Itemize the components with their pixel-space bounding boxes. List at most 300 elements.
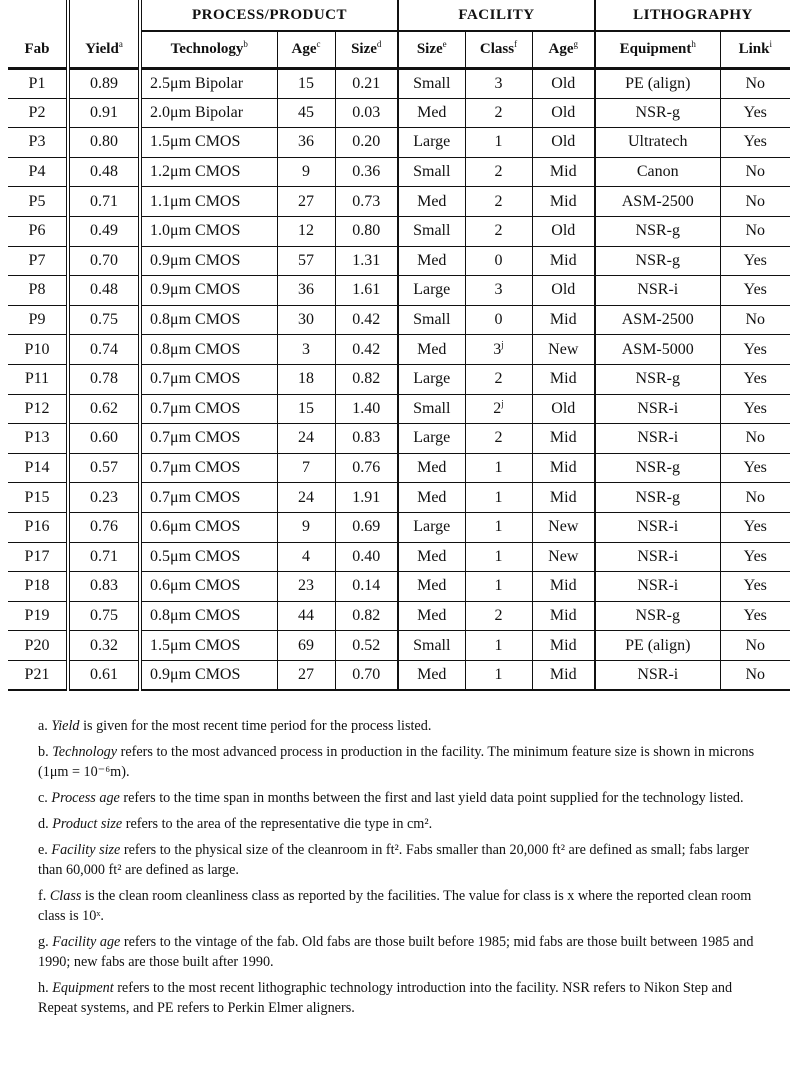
table-row: [8, 246, 790, 276]
link-cell: [720, 69, 790, 99]
equipment-cell-value: NSR-g: [635, 222, 680, 240]
technology-cell: [140, 424, 277, 454]
equipment-cell-value: ASM-2500: [621, 311, 694, 329]
class-cell-value: 0: [494, 251, 503, 269]
process-age-cell: [277, 187, 335, 217]
class-cell-value: 1: [494, 636, 503, 654]
facility-size-cell: [398, 631, 465, 661]
link-cell: [720, 601, 790, 631]
fab-cell-value: P10: [24, 340, 50, 358]
fab-cell: [8, 216, 68, 246]
facility-size-cell: [398, 601, 465, 631]
process-age-cell-value: 12: [298, 222, 314, 240]
class-cell-value: 1: [494, 665, 503, 683]
fab-cell-value: P3: [28, 133, 46, 151]
fab-cell-value: P13: [24, 429, 50, 447]
class-cell-value: 0: [494, 311, 503, 329]
class-cell-value: 3: [493, 340, 502, 358]
equipment-cell: [595, 453, 720, 483]
footnote: [38, 788, 768, 808]
facility-age-cell-value: Mid: [549, 459, 577, 477]
process-age-cell: [277, 453, 335, 483]
link-cell: [720, 335, 790, 365]
yield-cell: [68, 453, 140, 483]
equipment-cell-value: NSR-i: [637, 429, 679, 447]
equipment-cell: [595, 128, 720, 158]
equipment-cell: [595, 157, 720, 187]
product-size-cell-value: 0.36: [352, 163, 381, 181]
technology-cell-value: 0.7μm CMOS: [150, 459, 241, 477]
product-size-cell-value: 0.03: [352, 103, 381, 121]
equipment-cell: [595, 364, 720, 394]
facility-size-cell: [398, 394, 465, 424]
process-age-cell: [277, 601, 335, 631]
technology-cell-value: 2.0μm Bipolar: [150, 103, 244, 121]
group-blank-cell: [68, 0, 140, 31]
technology-cell: [140, 335, 277, 365]
process-age-cell-value: 24: [298, 429, 314, 447]
product-size-cell-value: 0.40: [352, 547, 381, 565]
facility-size-cell-value: Large: [413, 429, 451, 447]
product-size-cell: [335, 512, 398, 542]
yield-cell: [68, 187, 140, 217]
fab-cell: [8, 542, 68, 572]
technology-cell-value: 1.2μm CMOS: [150, 163, 241, 181]
process-age-cell-value: 69: [298, 636, 314, 654]
product-size-cell: [335, 364, 398, 394]
process-age-cell-value: 7: [302, 459, 310, 477]
facility-size-cell: [398, 453, 465, 483]
equipment-cell-value: NSR-i: [637, 577, 679, 595]
facility-age-cell: [532, 512, 595, 542]
link-cell: [720, 157, 790, 187]
facility-age-cell-value: Mid: [549, 192, 577, 210]
column-footnote-mark: g: [573, 39, 579, 49]
column-header-label: Class: [479, 41, 515, 57]
link-cell: [720, 394, 790, 424]
footnote-letter: b.: [38, 744, 49, 760]
fab-cell-value: P14: [24, 459, 50, 477]
process-age-cell: [277, 394, 335, 424]
table-row: [8, 660, 790, 690]
facility-age-cell: [532, 601, 595, 631]
facility-size-cell: [398, 69, 465, 99]
equipment-cell: [595, 216, 720, 246]
column-footnote-mark: a: [118, 38, 123, 49]
footnote: [38, 886, 768, 926]
equipment-cell: [595, 69, 720, 99]
facility-age-cell-value: Mid: [549, 636, 577, 654]
table-row: [8, 424, 790, 454]
fab-cell: [8, 246, 68, 276]
link-cell-value: No: [745, 311, 766, 329]
facility-age-cell: [532, 216, 595, 246]
column-header-label: Size: [416, 41, 443, 57]
facility-age-cell-value: New: [548, 340, 579, 358]
facility-size-cell: [398, 660, 465, 690]
equipment-cell: [595, 483, 720, 513]
column-header: [335, 31, 398, 69]
fab-cell: [8, 424, 68, 454]
class-cell: [465, 128, 532, 158]
facility-size-cell-value: Med: [417, 251, 447, 269]
column-footnote-mark: c: [316, 39, 321, 49]
process-age-cell: [277, 276, 335, 306]
footnote-letter: f.: [38, 888, 47, 904]
facility-age-cell: [532, 394, 595, 424]
class-cell: [465, 98, 532, 128]
link-cell-value: Yes: [743, 399, 767, 417]
process-age-cell-value: 36: [298, 281, 314, 299]
column-header: [532, 31, 595, 69]
class-cell: [465, 453, 532, 483]
facility-age-cell: [532, 157, 595, 187]
fab-cell: [8, 572, 68, 602]
class-cell-value: 1: [494, 547, 503, 565]
equipment-cell: [595, 305, 720, 335]
column-footnote-mark: e: [442, 39, 447, 49]
technology-cell: [140, 542, 277, 572]
fab-cell: [8, 660, 68, 690]
fab-cell: [8, 453, 68, 483]
link-cell-value: Yes: [743, 547, 767, 565]
technology-cell-value: 0.7μm CMOS: [150, 488, 241, 506]
column-footnote-mark: h: [691, 39, 696, 49]
fab-cell: [8, 364, 68, 394]
technology-cell: [140, 187, 277, 217]
table-row: [8, 453, 790, 483]
table-row: [8, 394, 790, 424]
equipment-cell: [595, 394, 720, 424]
process-age-cell: [277, 542, 335, 572]
yield-cell: [68, 601, 140, 631]
link-cell-value: Yes: [743, 340, 767, 358]
group-facility-header: FACILITY: [398, 0, 595, 31]
class-cell: [465, 305, 532, 335]
fab-cell-value: P4: [28, 163, 46, 181]
yield-cell-value: 0.75: [90, 606, 118, 624]
yield-cell-value: 0.76: [90, 518, 118, 536]
column-footnote-mark: f: [514, 39, 518, 49]
column-header: [68, 31, 140, 69]
facility-size-cell: [398, 542, 465, 572]
yield-cell-value: 0.57: [90, 459, 118, 477]
product-size-cell-value: 0.80: [352, 222, 381, 240]
footnote-letter: h.: [38, 980, 49, 996]
technology-cell-value: 0.7μm CMOS: [150, 429, 241, 447]
class-cell: [465, 424, 532, 454]
product-size-cell-value: 0.21: [352, 74, 381, 92]
fab-cell-value: P9: [28, 311, 46, 329]
fab-cell: [8, 601, 68, 631]
process-age-cell: [277, 483, 335, 513]
footnote-letter: a.: [38, 718, 48, 734]
facility-age-cell-value: Mid: [549, 606, 577, 624]
product-size-cell: [335, 394, 398, 424]
class-cell-value: 2: [494, 163, 503, 181]
technology-cell: [140, 483, 277, 513]
product-size-cell-value: 0.14: [352, 577, 381, 595]
class-cell-value: 2: [494, 429, 503, 447]
product-size-cell-value: 0.82: [352, 606, 381, 624]
process-age-cell: [277, 69, 335, 99]
equipment-cell-value: NSR-g: [635, 606, 680, 624]
yield-cell: [68, 128, 140, 158]
facility-size-cell-value: Med: [417, 192, 447, 210]
equipment-cell: [595, 631, 720, 661]
technology-cell-value: 1.5μm CMOS: [150, 133, 241, 151]
footnote-letter: c.: [38, 790, 48, 806]
technology-cell-value: 0.8μm CMOS: [150, 311, 241, 329]
column-header-label: Technology: [170, 41, 244, 57]
yield-cell: [68, 542, 140, 572]
yield-cell: [68, 246, 140, 276]
class-cell-value: 2: [494, 192, 503, 210]
group-process-header: PROCESS/PRODUCT: [140, 0, 398, 31]
technology-cell-value: 0.7μm CMOS: [150, 370, 241, 388]
facility-age-cell: [532, 276, 595, 306]
technology-cell: [140, 364, 277, 394]
footnote: [38, 814, 768, 834]
yield-cell: [68, 364, 140, 394]
technology-cell-value: 0.9μm CMOS: [150, 251, 241, 269]
technology-cell-value: 0.9μm CMOS: [150, 665, 241, 683]
facility-age-cell-value: Old: [551, 133, 576, 151]
yield-cell: [68, 98, 140, 128]
product-size-cell: [335, 276, 398, 306]
table-row: [8, 98, 790, 128]
table-row: [8, 276, 790, 306]
technology-cell-value: 0.8μm CMOS: [150, 606, 241, 624]
facility-age-cell: [532, 246, 595, 276]
link-cell-value: No: [745, 636, 766, 654]
facility-size-cell: [398, 157, 465, 187]
facility-size-cell-value: Med: [417, 103, 447, 121]
group-blank-cell: [8, 0, 68, 31]
equipment-cell-value: NSR-i: [637, 665, 679, 683]
footnote: [38, 978, 768, 1018]
facility-age-cell: [532, 572, 595, 602]
equipment-cell-value: NSR-g: [635, 103, 680, 121]
link-cell: [720, 483, 790, 513]
table-row: [8, 364, 790, 394]
product-size-cell: [335, 483, 398, 513]
technology-cell: [140, 305, 277, 335]
facility-size-cell: [398, 335, 465, 365]
yield-cell: [68, 305, 140, 335]
yield-cell: [68, 394, 140, 424]
fab-cell-value: P21: [24, 665, 50, 683]
process-age-cell-value: 24: [298, 488, 314, 506]
yield-cell-value: 0.91: [90, 103, 118, 121]
fab-cell: [8, 157, 68, 187]
equipment-cell-value: NSR-g: [635, 251, 680, 269]
footnote: [38, 742, 768, 782]
column-header-label: Equipment: [619, 41, 692, 57]
footnote-term: Yield: [51, 718, 80, 734]
facility-size-cell: [398, 216, 465, 246]
class-cell-value: 1: [494, 518, 503, 536]
facility-age-cell-value: Old: [551, 74, 576, 92]
product-size-cell-value: 0.42: [352, 311, 381, 329]
yield-cell-value: 0.89: [90, 74, 118, 92]
link-cell: [720, 631, 790, 661]
facility-size-cell-value: Med: [417, 340, 447, 358]
class-cell: [465, 631, 532, 661]
fab-cell-value: P12: [24, 399, 50, 417]
table-row: [8, 335, 790, 365]
footnote-text: refers to the area of the representative die type in cm².: [122, 816, 433, 832]
fab-cell: [8, 98, 68, 128]
product-size-cell-value: 0.52: [352, 636, 381, 654]
facility-age-cell-value: Old: [551, 222, 576, 240]
fab-cell-value: P1: [28, 74, 46, 92]
facility-size-cell-value: Small: [413, 222, 451, 240]
product-size-cell: [335, 157, 398, 187]
yield-cell: [68, 335, 140, 365]
process-age-cell: [277, 335, 335, 365]
fab-cell-value: P8: [28, 281, 46, 299]
process-age-cell-value: 15: [298, 74, 314, 92]
facility-size-cell: [398, 483, 465, 513]
product-size-cell-value: 0.76: [352, 459, 381, 477]
process-age-cell: [277, 98, 335, 128]
yield-cell-value: 0.32: [90, 636, 118, 654]
table-row: [8, 128, 790, 158]
table-row: [8, 69, 790, 99]
link-cell: [720, 364, 790, 394]
fab-cell: [8, 394, 68, 424]
column-header-label: Link: [738, 41, 770, 57]
process-age-cell-value: 44: [298, 606, 314, 624]
yield-cell: [68, 512, 140, 542]
equipment-cell-value: NSR-g: [635, 459, 680, 477]
footnote-term: Technology: [52, 744, 118, 760]
yield-cell-value: 0.48: [90, 281, 118, 299]
product-size-cell: [335, 424, 398, 454]
process-age-cell: [277, 157, 335, 187]
technology-cell: [140, 246, 277, 276]
link-cell: [720, 128, 790, 158]
column-header: [140, 31, 277, 69]
footnote-text: refers to the time span in months between the first and last yield data point supplied for the technology listed.: [119, 790, 744, 806]
process-age-cell: [277, 216, 335, 246]
product-size-cell-value: 0.83: [352, 429, 381, 447]
product-size-cell-value: 0.69: [352, 518, 381, 536]
class-cell: [465, 216, 532, 246]
group-header-row: [8, 0, 790, 31]
link-cell: [720, 572, 790, 602]
facility-age-cell-value: Mid: [549, 311, 577, 329]
product-size-cell: [335, 631, 398, 661]
column-header: [8, 31, 68, 69]
footnote-text: refers to the most advanced process in production in the facility. The minimum feature size is shown in microns (1μm = 10⁻⁶m).: [38, 744, 755, 780]
technology-cell-value: 0.6μm CMOS: [150, 518, 241, 536]
fab-cell-value: P7: [28, 251, 46, 269]
technology-cell: [140, 69, 277, 99]
column-header: [465, 31, 532, 69]
column-header: [595, 31, 720, 69]
fab-cell: [8, 187, 68, 217]
facility-size-cell-value: Large: [413, 518, 451, 536]
class-cell-value: 1: [494, 459, 503, 477]
process-age-cell: [277, 128, 335, 158]
link-cell-value: Yes: [743, 103, 767, 121]
table-row: [8, 601, 790, 631]
facility-size-cell: [398, 276, 465, 306]
facility-size-cell-value: Med: [417, 606, 447, 624]
link-cell-value: No: [745, 74, 766, 92]
technology-cell-value: 1.1μm CMOS: [150, 192, 241, 210]
facility-size-cell-value: Med: [417, 459, 447, 477]
equipment-cell: [595, 246, 720, 276]
process-age-cell: [277, 424, 335, 454]
fab-cell: [8, 631, 68, 661]
yield-cell-value: 0.48: [90, 163, 118, 181]
equipment-cell-value: NSR-i: [637, 518, 679, 536]
yield-cell: [68, 424, 140, 454]
table-row: [8, 512, 790, 542]
fab-cell-value: P17: [24, 547, 50, 565]
yield-cell: [68, 216, 140, 246]
link-cell: [720, 512, 790, 542]
class-cell-value: 2: [494, 222, 503, 240]
facility-age-cell-value: Mid: [549, 429, 577, 447]
yield-cell: [68, 69, 140, 99]
footnote-term: Process age: [51, 790, 120, 806]
equipment-cell: [595, 660, 720, 690]
process-age-cell-value: 9: [302, 163, 310, 181]
equipment-cell-value: NSR-g: [635, 488, 680, 506]
product-size-cell-value: 0.20: [352, 133, 381, 151]
fab-cell-value: P19: [24, 606, 50, 624]
product-size-cell: [335, 572, 398, 602]
technology-cell: [140, 601, 277, 631]
facility-size-cell: [398, 128, 465, 158]
class-cell-value: 3: [494, 281, 503, 299]
yield-cell: [68, 157, 140, 187]
yield-cell-value: 0.80: [90, 133, 118, 151]
technology-cell-value: 1.5μm CMOS: [150, 636, 241, 654]
class-cell: [465, 157, 532, 187]
facility-age-cell: [532, 483, 595, 513]
footnote-text: is given for the most recent time period for the process listed.: [79, 718, 432, 734]
product-size-cell: [335, 305, 398, 335]
product-size-cell-value: 1.91: [352, 488, 381, 506]
link-cell-value: Yes: [743, 606, 767, 624]
technology-cell: [140, 394, 277, 424]
link-cell-value: Yes: [743, 459, 767, 477]
equipment-cell-value: ASM-2500: [621, 192, 694, 210]
process-age-cell: [277, 660, 335, 690]
technology-cell-value: 2.5μm Bipolar: [150, 74, 244, 92]
table-row: [8, 216, 790, 246]
class-footnote-mark: j: [501, 398, 504, 409]
process-age-cell: [277, 305, 335, 335]
link-cell-value: No: [745, 488, 766, 506]
process-age-cell: [277, 246, 335, 276]
facility-size-cell-value: Small: [413, 636, 451, 654]
facility-age-cell-value: New: [548, 518, 579, 536]
table-row: [8, 483, 790, 513]
footnote-text: refers to the physical size of the cleanroom in ft². Fabs smaller than 20,000 ft² are defined as small; fabs larger than 60,000 ft² are defined as large.: [38, 842, 750, 878]
product-size-cell-value: 1.61: [352, 281, 381, 299]
product-size-cell: [335, 187, 398, 217]
facility-size-cell: [398, 305, 465, 335]
class-cell: [465, 246, 532, 276]
column-header-label: Age: [548, 41, 574, 57]
yield-cell: [68, 483, 140, 513]
